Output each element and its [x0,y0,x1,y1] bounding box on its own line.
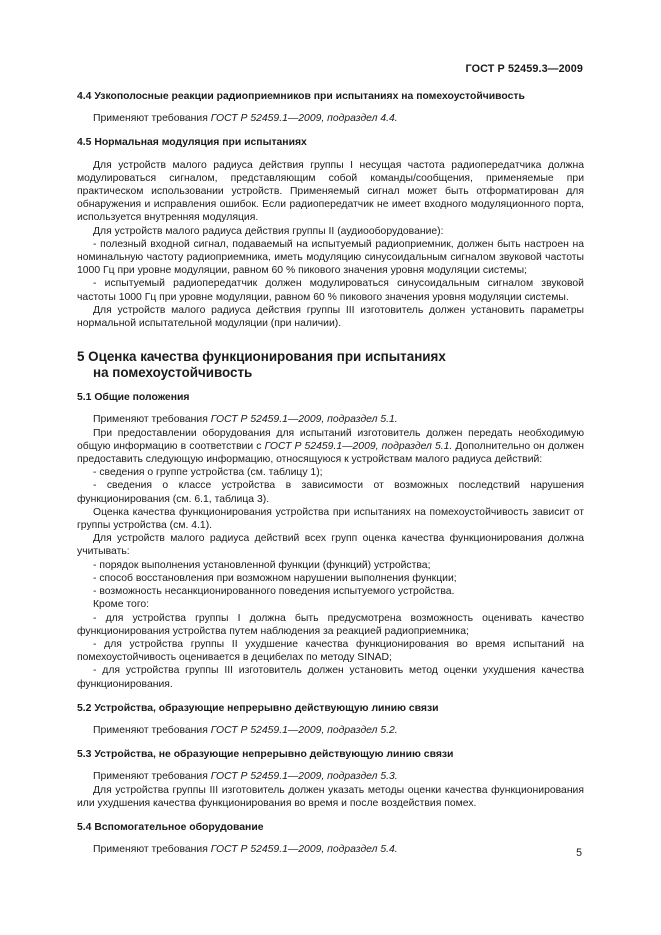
standard-reference: ГОСТ Р 52459.1—2009, подраздел 4.4. [210,113,398,125]
page-number: 5 [576,847,582,859]
standard-reference: ГОСТ Р 52459.1—2009, подраздел 5.1. [264,440,453,452]
list-item: - порядок выполнения установленной функции (функций) устройства; [93,559,431,571]
requirement-text: Применяют требования [93,414,211,426]
paragraph [77,413,584,426]
standard-reference: ГОСТ Р 52459.1—2009, подраздел 5.2. [210,724,398,736]
section-4-4-heading: 4.4 Узкополосные реакции радиоприемников при испытаниях на помехоустойчивость [77,91,525,102]
list-item: - способ восстановления при возможном нарушении выполнения функции; [93,572,457,584]
paragraph: Для устройств малого радиуса действия группы II (аудиооборудование): [93,225,444,237]
requirement-text: Применяют требования [93,113,211,125]
standard-reference: ГОСТ Р 52459.1—2009, подраздел 5.3. [210,771,398,783]
list-item: - испытуемый радиопередатчик должен модулироваться синусоидальным сигналом звуковой частоты 1000 Гц при уровне модуляции, равном 60 % пикового значения уровня модуляции системы. [77,278,584,303]
paragraph: Кроме того: [93,599,150,611]
paragraph-text: Дополнительно он должен предоставить следующую информацию, относящуюся к устройствам малого радиуса действий: [77,440,585,466]
paragraph [77,843,584,856]
list-item: - для устройства группы I должна быть предусмотрена возможность оценивать качество функционирования устройства путем наблюдения за реакцией радиоприемника; [77,612,584,637]
paragraph: Для устройства группы III изготовитель должен указать методы оценки качества функционирования или ухудшения качества функционирования во время и после воздействия помех. [77,784,584,809]
section-4-4-paragraph [77,112,584,125]
requirement-text: Применяют требования [93,844,211,856]
list-item: - полезный входной сигнал, подаваемый на испытуемый радиоприемник, должен быть настроен на номинальную частоту радиоприемника, иметь модуляцию синусоидальным сигналом звуковой частоты 1000 Гц при уровне модуляции, равном 60 % пикового значения уровня модуляции системы; [77,238,584,277]
section-5-3-heading: 5.3 Устройства, не образующие непрерывно действующую линию связи [77,749,454,761]
list-item: - сведения о классе устройства в зависимости от возможных последствий нарушения функционирования (см. 6.1, таблица 3). [77,480,584,505]
list-item: - для устройства группы II ухудшение качества функционирования во время испытаний на помехоустойчивость оценивается в децибелах по методу SINAD; [77,638,584,664]
section-5-heading-line: на помехоустойчивость [93,364,253,380]
paragraph: Для устройств малого радиуса действия группы III изготовитель должен установить параметры нормальной испытательной модуляции (при наличии). [77,304,584,330]
section-5-heading [77,349,584,380]
requirement-text: Применяют требования [93,724,211,736]
paragraph [77,724,584,737]
list-item: - сведения о группе устройства (см. таблицу 1); [93,467,323,479]
paragraph: Для устройств малого радиуса действия группы I несущая частота радиопередатчика должна модулироваться сигналом, представляющим собой команды/сообщения, применяемые при практическом использовании устройств. Применяемый сигнал может быть отформатирован для обнаружения и исправления ошибок. Если радиопередатчик не имеет входного модуляционного порта, используется внутренняя модуляция. [77,159,584,224]
list-item: - возможность несанкционированного поведения испытуемого устройства. [93,586,455,598]
section-5-heading-line: 5 Оценка качества функционирования при испытаниях [77,349,446,365]
section-5-1-heading: 5.1 Общие положения [77,392,190,404]
standard-reference: ГОСТ Р 52459.1—2009, подраздел 5.1. [210,414,398,426]
paragraph: Для устройств малого радиуса действий всех групп оценка качества функционирования должна учитывать: [77,533,584,558]
paragraph [77,427,584,467]
standard-code: ГОСТ Р 52459.3—2009 [465,63,583,75]
list-item: - для устройства группы III изготовитель должен установить метод оценки ухудшения качества функционирования. [77,665,584,690]
paragraph [77,770,584,783]
standard-reference: ГОСТ Р 52459.1—2009, подраздел 5.4. [210,844,398,856]
section-4-5-heading: 4.5 Нормальная модуляция при испытаниях [77,137,307,149]
requirement-text: Применяют требования [93,771,211,783]
section-5-4-heading: 5.4 Вспомогательное оборудование [77,821,264,833]
paragraph-text: При предоставлении оборудования для испытаний изготовитель должен передать необходимую общую информацию в соответствии с [77,427,584,452]
section-5-2-heading: 5.2 Устройства, образующие непрерывно действующую линию связи [77,702,439,714]
document-body [77,90,584,856]
paragraph: Оценка качества функционирования устройства при испытаниях на помехоустойчивость зависит от группы устройства (см. 4.1). [77,506,584,532]
